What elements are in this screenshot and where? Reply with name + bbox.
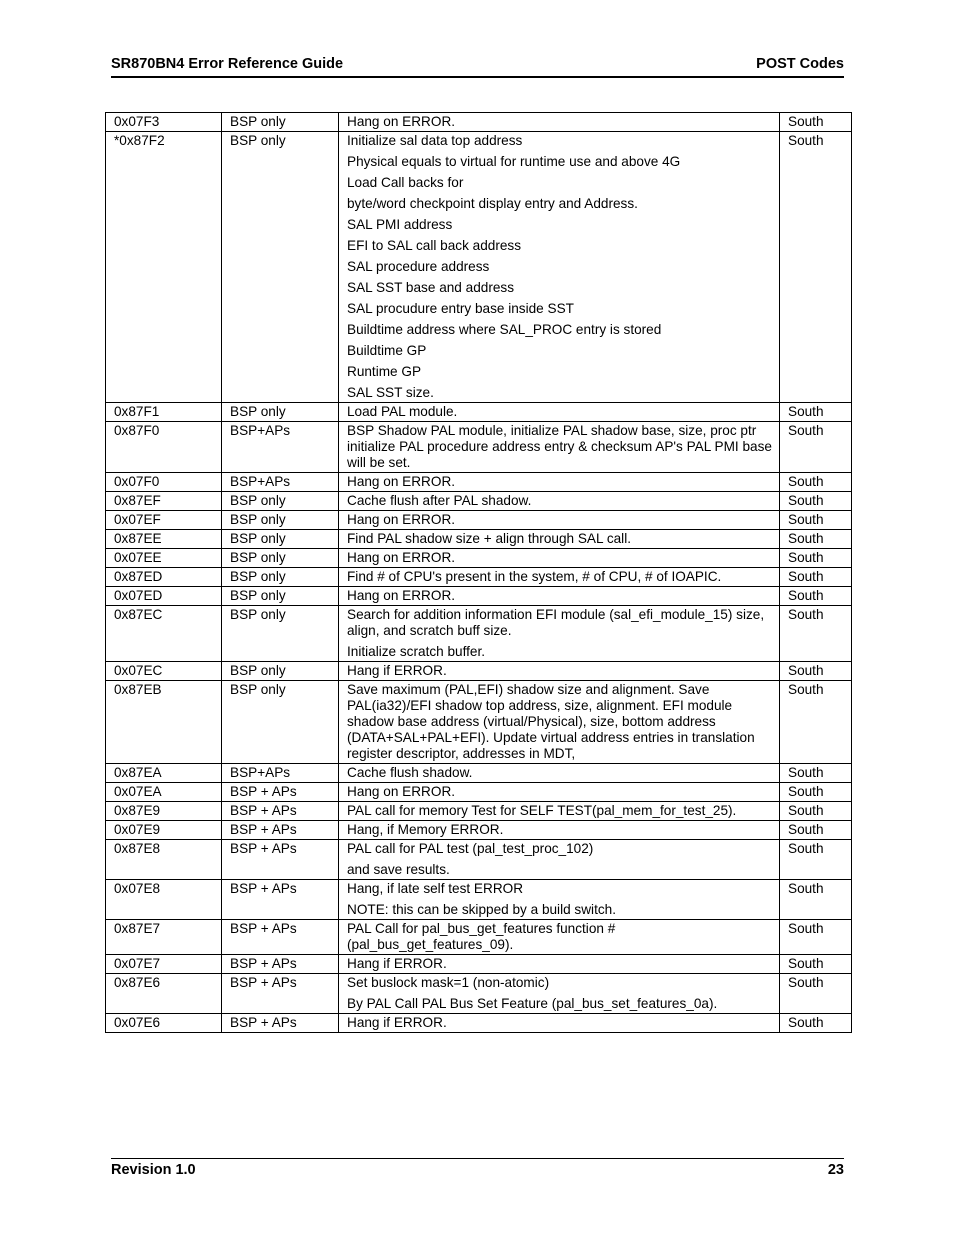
page-header (111, 56, 844, 78)
table-row (106, 974, 852, 1014)
processor-cell: BSP + APs (222, 802, 339, 821)
location-cell: South (780, 530, 852, 549)
processor-cell: BSP only (222, 681, 339, 764)
description-line: Find # of CPU's present in the system, # of CPU, # of IOAPIC. (347, 569, 722, 584)
description-line: and save results. (347, 862, 450, 877)
description-line: Hang if ERROR. (347, 956, 447, 971)
description-line: Hang on ERROR. (347, 114, 456, 129)
table-row (106, 530, 852, 549)
processor-cell: BSP + APs (222, 974, 339, 1014)
location-cell: South (780, 681, 852, 764)
post-code-cell: *0x87F2 (106, 132, 222, 403)
description-cell (339, 783, 780, 802)
description-line: Hang if ERROR. (347, 1015, 447, 1030)
description-cell (339, 473, 780, 492)
processor-cell: BSP + APs (222, 955, 339, 974)
post-code-cell: 0x87EC (106, 606, 222, 662)
page-footer (111, 1158, 844, 1181)
description-cell (339, 955, 780, 974)
processor-cell: BSP + APs (222, 1014, 339, 1033)
description-line: Initialize scratch buffer. (347, 644, 486, 659)
table-row (106, 764, 852, 783)
post-code-cell: 0x87E8 (106, 840, 222, 880)
processor-cell: BSP + APs (222, 880, 339, 920)
processor-cell: BSP+APs (222, 422, 339, 473)
location-cell: South (780, 403, 852, 422)
processor-cell: BSP only (222, 662, 339, 681)
location-cell: South (780, 764, 852, 783)
revision-label: Revision 1.0 (111, 1162, 196, 1178)
section-title: POST Codes (756, 56, 844, 72)
processor-cell: BSP + APs (222, 840, 339, 880)
location-cell: South (780, 802, 852, 821)
description-cell (339, 549, 780, 568)
description-line: Cache flush after PAL shadow. (347, 493, 532, 508)
post-code-cell: 0x07E6 (106, 1014, 222, 1033)
location-cell: South (780, 132, 852, 403)
processor-cell: BSP only (222, 113, 339, 132)
table-row (106, 422, 852, 473)
description-line: Hang, if late self test ERROR (347, 881, 524, 896)
post-code-cell: 0x07E7 (106, 955, 222, 974)
description-line: Runtime GP (347, 364, 422, 379)
location-cell: South (780, 955, 852, 974)
description-line: Buildtime address where SAL_PROC entry is stored (347, 322, 662, 337)
description-line: Cache flush shadow. (347, 765, 473, 780)
location-cell: South (780, 568, 852, 587)
description-cell (339, 764, 780, 783)
table-row (106, 511, 852, 530)
description-line: By PAL Call PAL Bus Set Feature (pal_bus_set_features_0a). (347, 996, 718, 1011)
description-line: Find PAL shadow size + align through SAL call. (347, 531, 631, 546)
location-cell: South (780, 1014, 852, 1033)
table-row (106, 821, 852, 840)
description-cell (339, 492, 780, 511)
location-cell: South (780, 492, 852, 511)
location-cell: South (780, 974, 852, 1014)
post-code-cell: 0x07EF (106, 511, 222, 530)
table-row (106, 403, 852, 422)
description-cell (339, 511, 780, 530)
location-cell: South (780, 840, 852, 880)
post-code-cell: 0x87EF (106, 492, 222, 511)
description-line: Physical equals to virtual for runtime use and above 4G (347, 154, 681, 169)
post-code-cell: 0x87ED (106, 568, 222, 587)
description-cell (339, 880, 780, 920)
description-line: BSP Shadow PAL module, initialize PAL shadow base, size, proc ptr initialize PAL procedure address entry & checksum AP's PAL PMI base will be set. (347, 423, 772, 470)
description-line: Hang if ERROR. (347, 663, 447, 678)
processor-cell: BSP only (222, 132, 339, 403)
location-cell: South (780, 920, 852, 955)
description-cell (339, 974, 780, 1014)
table-row (106, 473, 852, 492)
table-row (106, 587, 852, 606)
table-row (106, 840, 852, 880)
post-codes-table (105, 112, 852, 1033)
description-line: Hang, if Memory ERROR. (347, 822, 504, 837)
location-cell: South (780, 880, 852, 920)
table-row (106, 783, 852, 802)
table-row (106, 920, 852, 955)
table-row (106, 606, 852, 662)
table-row (106, 132, 852, 403)
table-row (106, 113, 852, 132)
post-code-cell: 0x07EE (106, 549, 222, 568)
description-cell (339, 422, 780, 473)
description-line: Search for addition information EFI module (sal_efi_module_15) size, align, and scratch buff size. (347, 607, 765, 638)
processor-cell: BSP+APs (222, 473, 339, 492)
processor-cell: BSP only (222, 492, 339, 511)
description-line: PAL Call for pal_bus_get_features function # (pal_bus_get_features_09). (347, 921, 616, 952)
description-cell (339, 530, 780, 549)
processor-cell: BSP only (222, 403, 339, 422)
post-code-cell: 0x07F0 (106, 473, 222, 492)
location-cell: South (780, 422, 852, 473)
location-cell: South (780, 113, 852, 132)
description-line: Initialize sal data top address (347, 133, 523, 148)
processor-cell: BSP + APs (222, 783, 339, 802)
post-code-cell: 0x87EE (106, 530, 222, 549)
description-cell (339, 662, 780, 681)
processor-cell: BSP + APs (222, 920, 339, 955)
location-cell: South (780, 511, 852, 530)
processor-cell: BSP only (222, 549, 339, 568)
location-cell: South (780, 587, 852, 606)
description-line: Hang on ERROR. (347, 512, 456, 527)
description-line: SAL procudure entry base inside SST (347, 301, 574, 316)
location-cell: South (780, 821, 852, 840)
description-line: byte/word checkpoint display entry and Address. (347, 196, 638, 211)
post-code-cell: 0x87F1 (106, 403, 222, 422)
location-cell: South (780, 473, 852, 492)
description-cell (339, 840, 780, 880)
description-line: EFI to SAL call back address (347, 238, 522, 253)
table-row (106, 955, 852, 974)
description-line: Hang on ERROR. (347, 474, 456, 489)
post-code-cell: 0x87E7 (106, 920, 222, 955)
table-row (106, 802, 852, 821)
description-cell (339, 802, 780, 821)
location-cell: South (780, 783, 852, 802)
description-line: NOTE: this can be skipped by a build switch. (347, 902, 616, 917)
table-row (106, 662, 852, 681)
post-code-cell: 0x87EA (106, 764, 222, 783)
description-line: Load PAL module. (347, 404, 458, 419)
description-line: PAL call for PAL test (pal_test_proc_102) (347, 841, 594, 856)
processor-cell: BSP only (222, 606, 339, 662)
table-row (106, 568, 852, 587)
description-cell (339, 681, 780, 764)
document-title: SR870BN4 Error Reference Guide (111, 56, 344, 72)
description-line: Hang on ERROR. (347, 784, 456, 799)
table-body (106, 113, 852, 1033)
post-code-cell: 0x87F0 (106, 422, 222, 473)
post-code-cell: 0x07EC (106, 662, 222, 681)
description-cell (339, 587, 780, 606)
description-line: SAL SST base and address (347, 280, 515, 295)
description-line: Load Call backs for (347, 175, 464, 190)
location-cell: South (780, 662, 852, 681)
processor-cell: BSP + APs (222, 821, 339, 840)
description-cell (339, 920, 780, 955)
description-cell (339, 132, 780, 403)
table-row (106, 1014, 852, 1033)
processor-cell: BSP only (222, 511, 339, 530)
post-code-cell: 0x07F3 (106, 113, 222, 132)
description-cell (339, 113, 780, 132)
description-cell (339, 606, 780, 662)
description-line: SAL SST size. (347, 385, 434, 400)
table-row (106, 681, 852, 764)
table-row (106, 549, 852, 568)
description-line: Hang on ERROR. (347, 588, 456, 603)
table-row (106, 492, 852, 511)
description-cell (339, 568, 780, 587)
description-cell (339, 403, 780, 422)
page-number: 23 (827, 1162, 844, 1178)
post-code-cell: 0x07E8 (106, 880, 222, 920)
description-line: Set buslock mask=1 (non-atomic) (347, 975, 550, 990)
description-line: Save maximum (PAL,EFI) shadow size and alignment. Save PAL(ia32)/EFI shadow top address, size, alignment. EFI module shadow base address (virtual/Physical), size, bottom address (DATA+SAL+PAL+EFI). Update virtual address entries in translation register descriptor, addresses in MDT, (347, 682, 755, 761)
processor-cell: BSP only (222, 587, 339, 606)
description-line: SAL procedure address (347, 259, 490, 274)
processor-cell: BSP only (222, 530, 339, 549)
location-cell: South (780, 549, 852, 568)
description-cell (339, 821, 780, 840)
processor-cell: BSP only (222, 568, 339, 587)
post-code-cell: 0x07EA (106, 783, 222, 802)
location-cell: South (780, 606, 852, 662)
processor-cell: BSP+APs (222, 764, 339, 783)
description-cell (339, 1014, 780, 1033)
post-code-cell: 0x87E9 (106, 802, 222, 821)
post-code-cell: 0x87E6 (106, 974, 222, 1014)
description-line: SAL PMI address (347, 217, 453, 232)
post-code-cell: 0x87EB (106, 681, 222, 764)
table-row (106, 880, 852, 920)
description-line: Hang on ERROR. (347, 550, 456, 565)
post-code-cell: 0x07ED (106, 587, 222, 606)
description-line: Buildtime GP (347, 343, 427, 358)
post-code-cell: 0x07E9 (106, 821, 222, 840)
description-line: PAL call for memory Test for SELF TEST(pal_mem_for_test_25). (347, 803, 737, 818)
